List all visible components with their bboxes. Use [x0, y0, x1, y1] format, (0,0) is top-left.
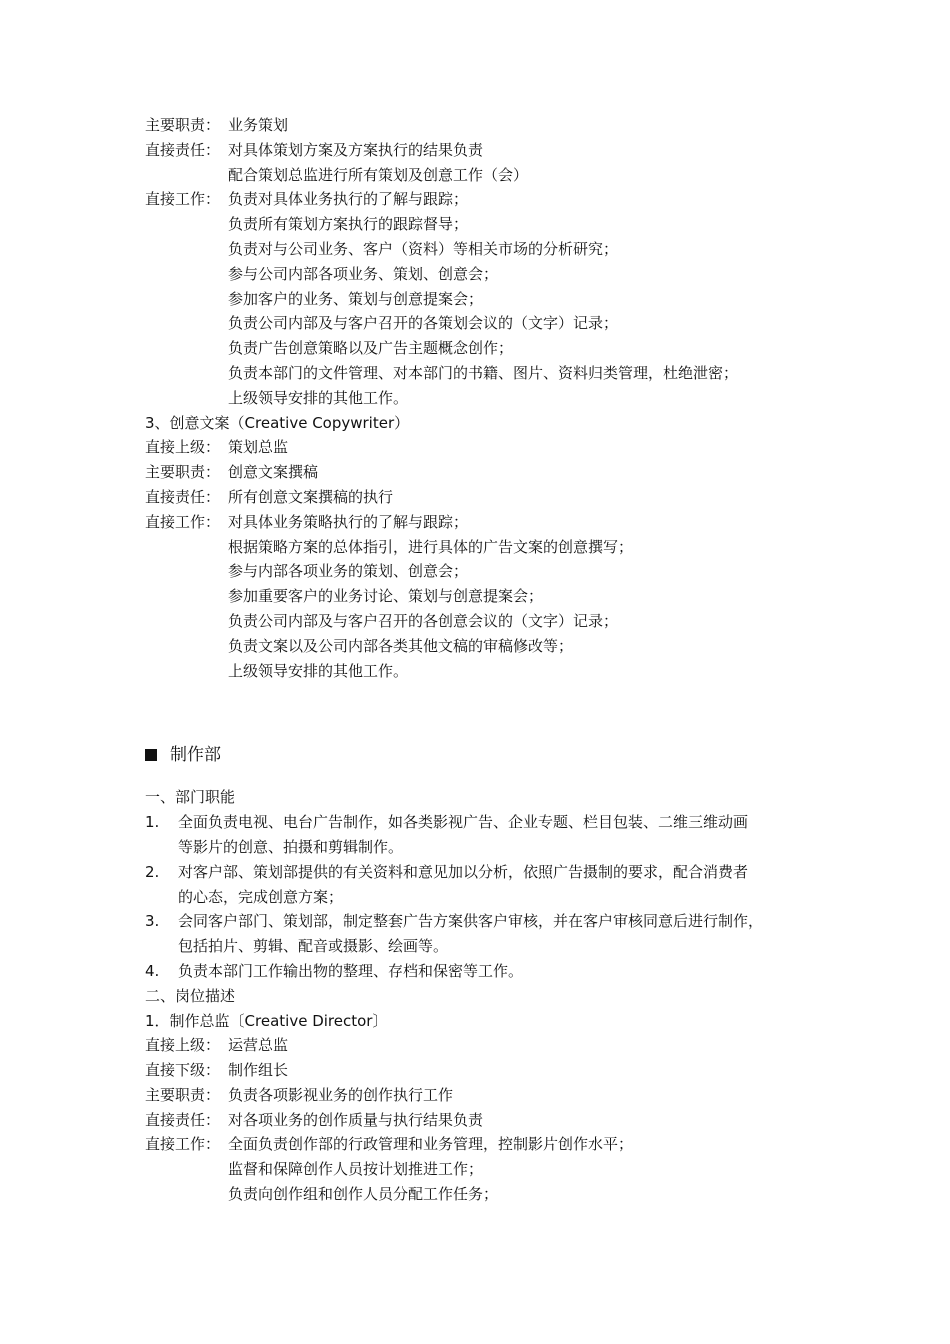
main-duty-row — [145, 113, 825, 138]
item-text: 负责本部门工作输出物的整理、存档和保密等工作。 — [178, 961, 524, 980]
copywriter-heading: 3、创意文案（Creative Copywriter） — [145, 413, 410, 432]
direct-responsibility-row — [145, 1108, 825, 1133]
field-value: 对具体业务策略执行的了解与跟踪； — [228, 512, 469, 531]
field-label: 直接下级： — [145, 1061, 221, 1080]
direct-work-row — [145, 187, 825, 212]
direct-work-row — [145, 510, 825, 535]
work-item: 参与内部各项业务的策划、创意会； — [228, 562, 469, 581]
field-label: 主要职责： — [145, 116, 221, 134]
function-item — [145, 810, 825, 835]
work-item: 负责文案以及公司内部各类其他文稿的审稿修改等； — [228, 636, 574, 655]
work-item: 负责本部门的文件管理、对本部门的书籍、图片、资料归类管理，杜绝泄密； — [228, 363, 739, 382]
main-duty-row — [145, 1083, 825, 1108]
field-label: 直接责任： — [145, 140, 221, 159]
item-text: 对客户部、策划部提供的有关资料和意见加以分析，依照广告摄制的要求，配合消费者 — [178, 862, 749, 881]
work-item: 参加重要客户的业务讨论、策划与创意提案会； — [228, 587, 544, 606]
field-value: 对各项业务的创作质量与执行结果负责 — [228, 1110, 484, 1129]
section-title: 制作部 — [170, 745, 221, 766]
work-item: 负责所有策划方案执行的跟踪督导； — [228, 215, 469, 234]
item-text-continuation: 的心态，完成创意方案； — [178, 887, 344, 906]
field-value: 制作组长 — [228, 1061, 289, 1080]
main-duty-row — [145, 460, 825, 485]
item-number: 3. — [145, 912, 160, 931]
field-label: 直接工作： — [145, 512, 221, 531]
field-label: 直接工作： — [145, 190, 221, 209]
function-item — [145, 860, 825, 885]
work-item: 上级领导安排的其他工作。 — [228, 388, 409, 407]
subordinate-row — [145, 1058, 825, 1083]
item-text: 会同客户部门、策划部，制定整套广告方案供客户审核，并在客户审核同意后进行制作， — [178, 912, 764, 931]
field-value: 策划总监 — [228, 438, 289, 457]
item-number: 1. — [145, 813, 160, 832]
field-value: 业务策划 — [228, 116, 289, 134]
field-label: 直接工作： — [145, 1135, 221, 1154]
work-item: 负责公司内部及与客户召开的各策划会议的（文字）记录； — [228, 314, 619, 333]
section-heading — [145, 735, 825, 775]
field-label: 直接责任： — [145, 487, 221, 506]
director-heading: 1．制作总监〔Creative Director〕 — [145, 1011, 388, 1030]
functions-heading: 一、部门职能 — [145, 788, 236, 807]
field-value: 负责对具体业务执行的了解与跟踪； — [228, 190, 469, 209]
spacer — [145, 683, 825, 735]
item-text: 全面负责电视、电台广告制作，如各类影视广告、企业专题、栏目包装、二维三维动画 — [178, 813, 749, 832]
field-value: 全面负责创作部的行政管理和业务管理，控制影片创作水平； — [228, 1135, 634, 1154]
square-bullet-icon — [145, 749, 157, 761]
field-value: 创意文案撰稿 — [228, 463, 319, 482]
work-item: 负责广告创意策略以及广告主题概念创作； — [228, 339, 514, 358]
function-item — [145, 959, 825, 984]
work-item: 监督和保障创作人员按计划推进工作； — [228, 1160, 484, 1179]
field-label: 主要职责： — [145, 1085, 221, 1104]
positions-heading: 二、岗位描述 — [145, 986, 236, 1005]
field-value: 所有创意文案撰稿的执行 — [228, 487, 394, 506]
work-item: 负责对与公司业务、客户（资料）等相关市场的分析研究； — [228, 239, 619, 258]
field-label: 直接上级： — [145, 1036, 221, 1055]
document-page — [145, 113, 825, 1207]
direct-work-row — [145, 1132, 825, 1157]
work-item: 参与公司内部各项业务、策划、创意会； — [228, 264, 499, 283]
field-value: 对具体策划方案及方案执行的结果负责 — [228, 140, 484, 159]
field-label: 直接上级： — [145, 438, 221, 457]
field-label: 直接责任： — [145, 1110, 221, 1129]
item-number: 2. — [145, 862, 160, 881]
function-item — [145, 909, 825, 934]
direct-responsibility-row — [145, 485, 825, 510]
item-number: 4. — [145, 961, 160, 980]
field-label: 主要职责： — [145, 463, 221, 482]
work-item: 负责公司内部及与客户召开的各创意会议的（文字）记录； — [228, 611, 619, 630]
field-value: 运营总监 — [228, 1036, 289, 1055]
field-value: 负责各项影视业务的创作执行工作 — [228, 1085, 454, 1104]
item-text-continuation: 包括拍片、剪辑、配音或摄影、绘画等。 — [178, 937, 449, 956]
work-item: 根据策略方案的总体指引，进行具体的广告文案的创意撰写； — [228, 537, 634, 556]
superior-row — [145, 1033, 825, 1058]
direct-responsibility-row — [145, 138, 825, 163]
item-text-continuation: 等影片的创意、拍摄和剪辑制作。 — [178, 837, 404, 856]
work-item: 参加客户的业务、策划与创意提案会； — [228, 289, 484, 308]
field-continuation: 配合策划总监进行所有策划及创意工作（会） — [228, 165, 529, 184]
work-item: 上级领导安排的其他工作。 — [228, 661, 409, 680]
work-item: 负责向创作组和创作人员分配工作任务； — [228, 1185, 499, 1204]
superior-row — [145, 435, 825, 460]
